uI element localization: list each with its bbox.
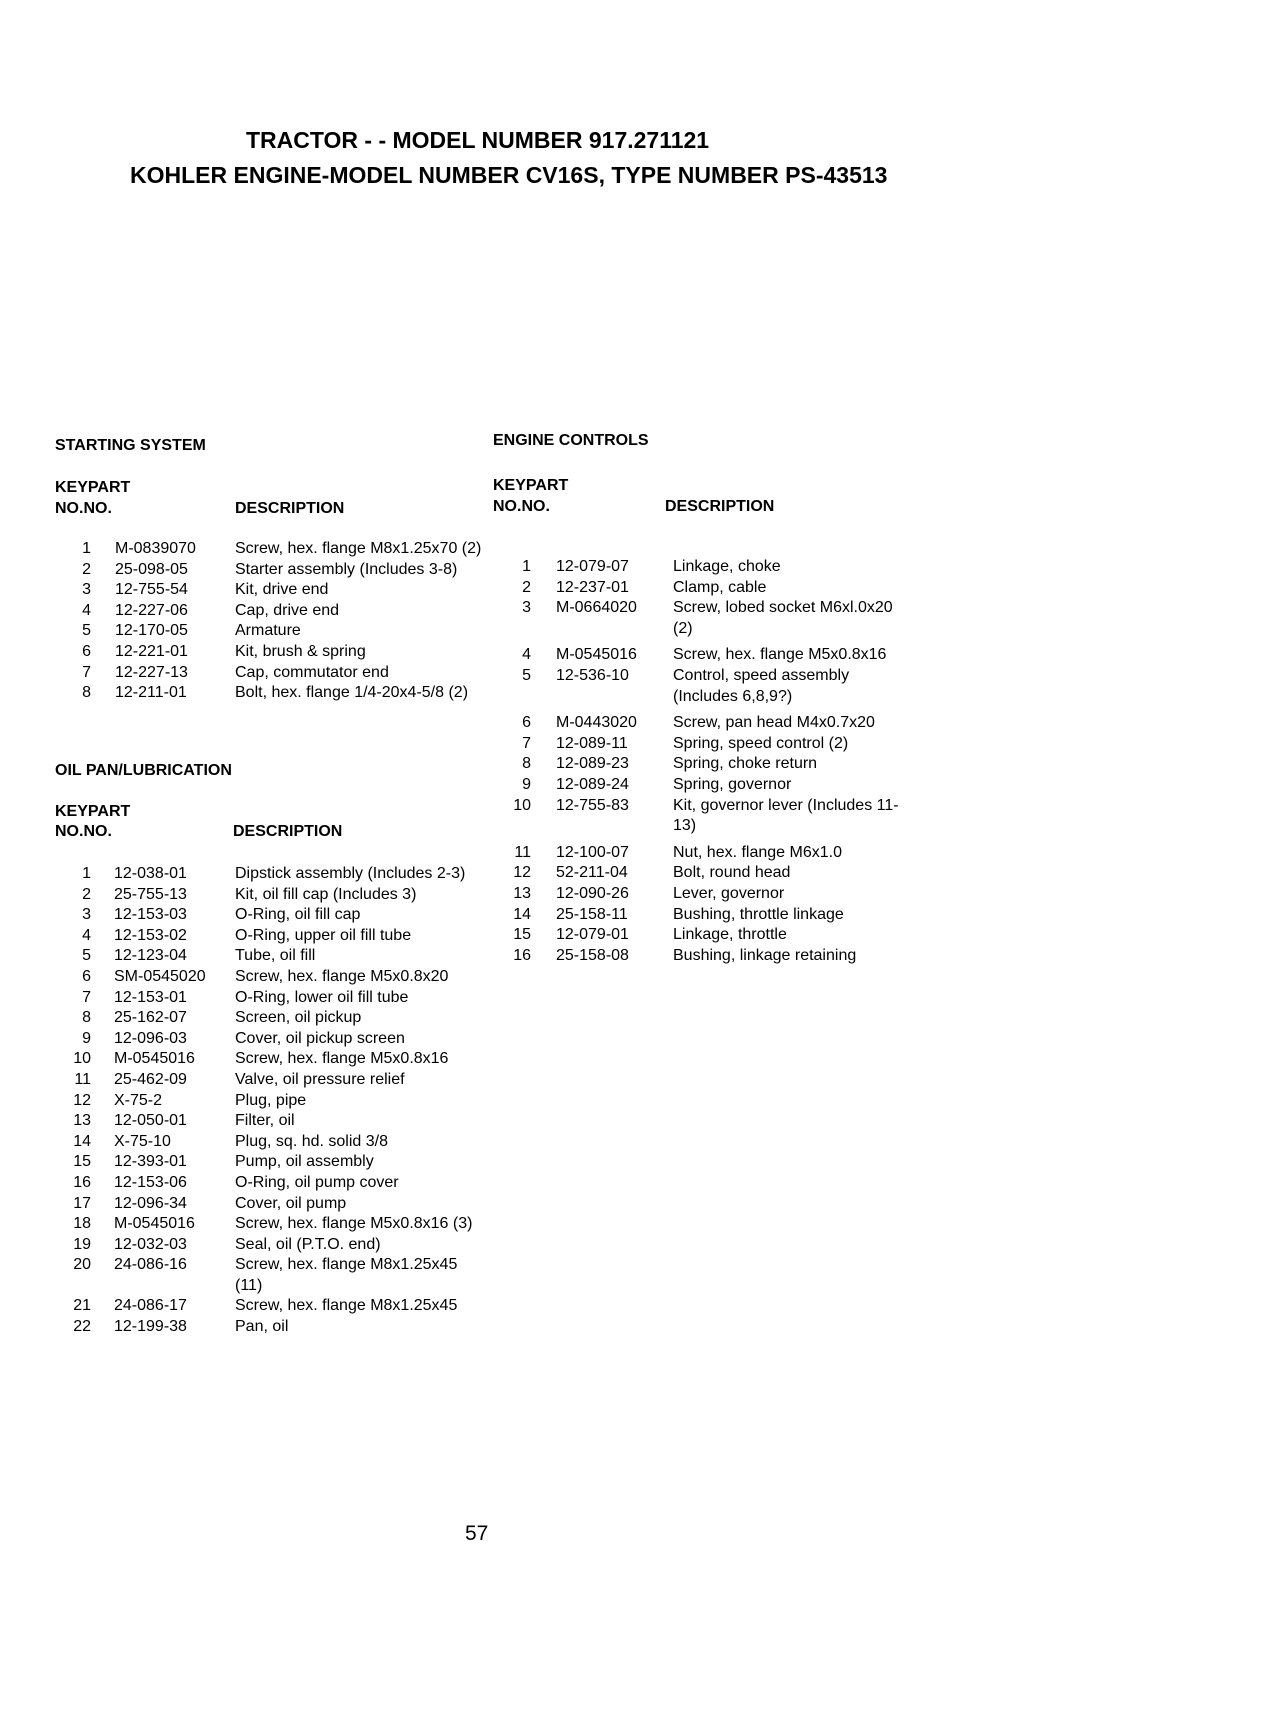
list-item — [55, 663, 485, 684]
part-number: 12-170-05 — [115, 622, 188, 640]
column-header-description: DESCRIPTION — [665, 498, 775, 515]
part-description: Cap, drive end — [235, 601, 340, 619]
part-description: Screw, hex. flange M5x0.8x16 — [235, 1050, 449, 1068]
list-item — [55, 683, 485, 704]
part-number: M-0664020 — [556, 599, 637, 617]
part-number: 12-153-02 — [114, 926, 187, 944]
key-number: 19 — [73, 1235, 91, 1253]
part-number: 12-153-03 — [114, 906, 187, 924]
key-number: 13 — [513, 884, 531, 902]
part-description: Dipstick assembly (Includes 2-3) — [235, 865, 466, 882]
part-description: Spring, choke return — [673, 755, 818, 773]
list-item — [55, 1255, 485, 1296]
part-description: Bushing, linkage retaining — [673, 946, 857, 964]
part-description: Cover, oil pickup screen — [235, 1029, 405, 1047]
part-description: Cap, commutator end — [235, 663, 389, 681]
part-number: 24-086-16 — [114, 1256, 187, 1274]
key-number: 5 — [522, 666, 531, 684]
part-description: Screw, hex. flange M8x1.25x70 (2) — [235, 540, 482, 557]
part-number: 12-536-10 — [556, 666, 629, 684]
part-number: 12-221-01 — [115, 642, 188, 660]
key-number: 4 — [82, 926, 91, 944]
part-description: Screw, pan head M4x0.7x20 — [673, 714, 875, 732]
part-number: 25-158-08 — [556, 946, 629, 964]
key-number: 21 — [73, 1297, 91, 1315]
parts-list — [55, 539, 495, 704]
part-number: 12-089-24 — [556, 775, 629, 793]
part-number: 25-462-09 — [114, 1070, 187, 1088]
part-number: M-0839070 — [115, 540, 196, 557]
key-number: 20 — [73, 1256, 91, 1274]
key-number: 7 — [82, 663, 91, 681]
part-description: Nut, hex. flange M6x1.0 — [673, 843, 842, 861]
list-item — [55, 1235, 485, 1256]
list-item — [55, 926, 485, 947]
part-description: Bolt, round head — [673, 864, 791, 882]
key-number: 5 — [82, 622, 91, 640]
part-number: 12-237-01 — [556, 578, 629, 596]
part-description: Bolt, hex. flange 1/4-20x4-5/8 (2) — [235, 684, 469, 702]
key-number: 9 — [82, 1029, 91, 1047]
part-description: Linkage, throttle — [673, 926, 787, 944]
list-item — [55, 1091, 485, 1112]
part-description: Tube, oil fill — [235, 947, 316, 965]
list-item — [493, 796, 913, 837]
key-number: 12 — [513, 864, 531, 882]
part-number: 12-050-01 — [114, 1112, 187, 1130]
part-description: Control, speed assembly (Includes 6,8,9?) — [673, 666, 850, 705]
part-description: Screw, hex. flange M8x1.25x45 — [235, 1297, 458, 1315]
part-number: 12-153-01 — [114, 988, 187, 1006]
key-number: 4 — [82, 601, 91, 619]
key-number: 3 — [522, 599, 531, 617]
part-description: O-Ring, oil fill cap — [235, 906, 361, 924]
part-number: 12-199-38 — [114, 1318, 187, 1336]
list-item — [55, 905, 485, 926]
part-description: O-Ring, lower oil fill tube — [235, 988, 409, 1006]
list-item — [55, 1194, 485, 1215]
key-number: 6 — [522, 714, 531, 732]
key-number: 13 — [73, 1112, 91, 1130]
part-description: Armature — [235, 622, 301, 640]
list-item — [55, 1070, 485, 1091]
key-number: 3 — [82, 581, 91, 599]
key-number: 16 — [513, 946, 531, 964]
key-number: 1 — [522, 558, 531, 575]
key-number: 17 — [73, 1194, 91, 1212]
key-number: 5 — [82, 947, 91, 965]
column-header-nono: NO.NO. — [55, 823, 112, 840]
part-description: Kit, governor lever (Includes 11-13) — [673, 796, 899, 835]
column-header-keypart: KEYPART — [55, 803, 131, 820]
key-number: 9 — [522, 775, 531, 793]
part-number: X-75-10 — [114, 1132, 171, 1150]
part-number: 12-089-11 — [556, 734, 628, 752]
key-number: 8 — [82, 1009, 91, 1027]
list-item — [55, 580, 485, 601]
part-number: X-75-2 — [114, 1091, 163, 1109]
part-number: 12-089-23 — [556, 755, 629, 773]
part-number: 12-096-34 — [114, 1194, 187, 1212]
part-description: Seal, oil (P.T.O. end) — [235, 1235, 381, 1253]
part-description: Cover, oil pump — [235, 1194, 347, 1212]
key-number: 15 — [73, 1153, 91, 1171]
list-item — [493, 905, 913, 926]
part-number: M-0545016 — [114, 1215, 195, 1233]
part-number: 12-755-54 — [115, 581, 188, 599]
list-item — [493, 734, 913, 755]
part-description: O-Ring, oil pump cover — [235, 1173, 399, 1191]
part-description: Kit, brush & spring — [235, 642, 366, 660]
list-item — [55, 1317, 485, 1338]
part-number: 12-079-01 — [556, 926, 629, 944]
column-header-description: DESCRIPTION — [233, 823, 343, 840]
list-item — [55, 1173, 485, 1194]
page-number: 57 — [465, 1522, 489, 1545]
part-number: 25-162-07 — [114, 1009, 187, 1027]
page-title-line2: KOHLER ENGINE-MODEL NUMBER CV16S, TYPE NUMBER PS-43513 — [130, 162, 888, 188]
list-item — [55, 1152, 485, 1173]
part-number: M-0545016 — [114, 1050, 195, 1068]
part-description: Linkage, choke — [673, 558, 781, 575]
list-item — [55, 1049, 485, 1070]
part-number: 12-123-04 — [114, 947, 187, 965]
key-number: 6 — [82, 967, 91, 985]
part-number: 25-098-05 — [115, 560, 188, 578]
part-number: 12-227-13 — [115, 663, 188, 681]
key-number: 8 — [522, 755, 531, 773]
part-description: Pump, oil assembly — [235, 1153, 374, 1171]
part-number: SM-0545020 — [114, 967, 206, 985]
part-description: Screw, hex. flange M8x1.25x45 (11) — [235, 1256, 458, 1294]
part-description: Clamp, cable — [673, 578, 767, 596]
part-number: 25-158-11 — [556, 905, 628, 923]
list-item — [55, 601, 485, 622]
key-number: 10 — [73, 1050, 91, 1068]
list-item — [493, 884, 913, 905]
part-description: Plug, sq. hd. solid 3/8 — [235, 1132, 388, 1150]
key-number: 18 — [73, 1215, 91, 1233]
key-number: 14 — [513, 905, 531, 923]
key-number: 10 — [513, 796, 531, 814]
list-item — [493, 557, 913, 578]
key-number: 11 — [74, 1070, 91, 1088]
part-number: 12-090-26 — [556, 884, 629, 902]
list-item — [55, 1296, 485, 1317]
list-item — [55, 885, 485, 906]
key-number: 2 — [82, 885, 91, 903]
part-number: M-0443020 — [556, 714, 637, 732]
column-header-description: DESCRIPTION — [235, 500, 345, 517]
list-item — [493, 578, 913, 599]
part-number: 12-079-07 — [556, 558, 629, 575]
key-number: 22 — [73, 1318, 91, 1336]
list-item — [55, 1029, 485, 1050]
list-item — [493, 925, 913, 946]
list-item — [55, 1008, 485, 1029]
key-number: 1 — [82, 540, 91, 557]
list-item — [493, 843, 913, 864]
part-number: 12-755-83 — [556, 796, 629, 814]
part-number: 25-755-13 — [114, 885, 187, 903]
key-number: 7 — [82, 988, 91, 1006]
part-number: 12-100-07 — [556, 843, 629, 861]
key-number: 2 — [522, 578, 531, 596]
part-description: Plug, pipe — [235, 1091, 307, 1109]
part-description: Lever, governor — [673, 884, 785, 902]
column-header-nono: NO.NO. — [493, 498, 550, 515]
list-item — [55, 1214, 485, 1235]
column-header-keypart: KEYPART — [493, 477, 569, 494]
part-number: 52-211-04 — [556, 864, 628, 882]
column-header-nono: NO.NO. — [55, 500, 112, 517]
section-title: OIL PAN/LUBRICATION — [55, 762, 232, 779]
section-title: ENGINE CONTROLS — [493, 432, 649, 449]
key-number: 11 — [514, 843, 531, 861]
part-number: 12-153-06 — [114, 1173, 187, 1191]
list-item — [55, 967, 485, 988]
list-item — [493, 645, 913, 666]
key-number: 4 — [522, 646, 531, 664]
part-number: 12-038-01 — [114, 865, 187, 882]
part-number: 12-393-01 — [114, 1153, 187, 1171]
part-description: Screen, oil pickup — [235, 1009, 362, 1027]
part-description: Bushing, throttle linkage — [673, 905, 844, 923]
part-description: Spring, governor — [673, 775, 792, 793]
list-item — [55, 864, 485, 885]
part-description: Screw, hex. flange M5x0.8x16 — [673, 646, 887, 664]
list-item — [493, 598, 913, 639]
part-number: 12-227-06 — [115, 601, 188, 619]
column-header-keypart: KEYPART — [55, 479, 131, 496]
list-item — [55, 946, 485, 967]
part-description: Screw, lobed socket M6xl.0x20 (2) — [673, 599, 893, 637]
part-description: Spring, speed control (2) — [673, 734, 849, 752]
part-number: 12-032-03 — [114, 1235, 187, 1253]
part-description: Valve, oil pressure relief — [235, 1070, 405, 1088]
parts-list — [55, 864, 495, 1338]
part-description: Starter assembly (Includes 3-8) — [235, 560, 458, 578]
part-description: Pan, oil — [235, 1318, 289, 1336]
list-item — [493, 666, 913, 707]
part-description: Screw, hex. flange M5x0.8x20 — [235, 967, 449, 985]
list-item — [55, 1111, 485, 1132]
list-item — [493, 775, 913, 796]
list-item — [493, 863, 913, 884]
key-number: 12 — [73, 1091, 91, 1109]
list-item — [55, 560, 485, 581]
key-number: 14 — [73, 1132, 91, 1150]
key-number: 3 — [82, 906, 91, 924]
part-number: 12-211-01 — [115, 684, 187, 702]
key-number: 1 — [82, 865, 91, 882]
part-description: Kit, oil fill cap (Includes 3) — [235, 885, 417, 903]
list-item — [55, 1132, 485, 1153]
list-item — [493, 946, 913, 967]
list-item — [55, 988, 485, 1009]
key-number: 7 — [522, 734, 531, 752]
key-number: 8 — [82, 684, 91, 702]
part-description: Kit, drive end — [235, 581, 329, 599]
part-description: Screw, hex. flange M5x0.8x16 (3) — [235, 1215, 473, 1233]
key-number: 15 — [513, 926, 531, 944]
page-title-line1: TRACTOR - - MODEL NUMBER 917.271121 — [246, 127, 710, 153]
list-item — [493, 713, 913, 734]
part-description: Filter, oil — [235, 1112, 295, 1130]
list-item — [493, 754, 913, 775]
part-number: 12-096-03 — [114, 1029, 187, 1047]
parts-list — [493, 557, 933, 966]
list-item — [55, 539, 485, 560]
key-number: 16 — [73, 1173, 91, 1191]
list-item — [55, 642, 485, 663]
section-title: STARTING SYSTEM — [55, 437, 206, 454]
part-number: M-0545016 — [556, 646, 637, 664]
part-number: 24-086-17 — [114, 1297, 187, 1315]
key-number: 2 — [82, 560, 91, 578]
list-item — [55, 621, 485, 642]
part-description: O-Ring, upper oil fill tube — [235, 926, 412, 944]
key-number: 6 — [82, 642, 91, 660]
